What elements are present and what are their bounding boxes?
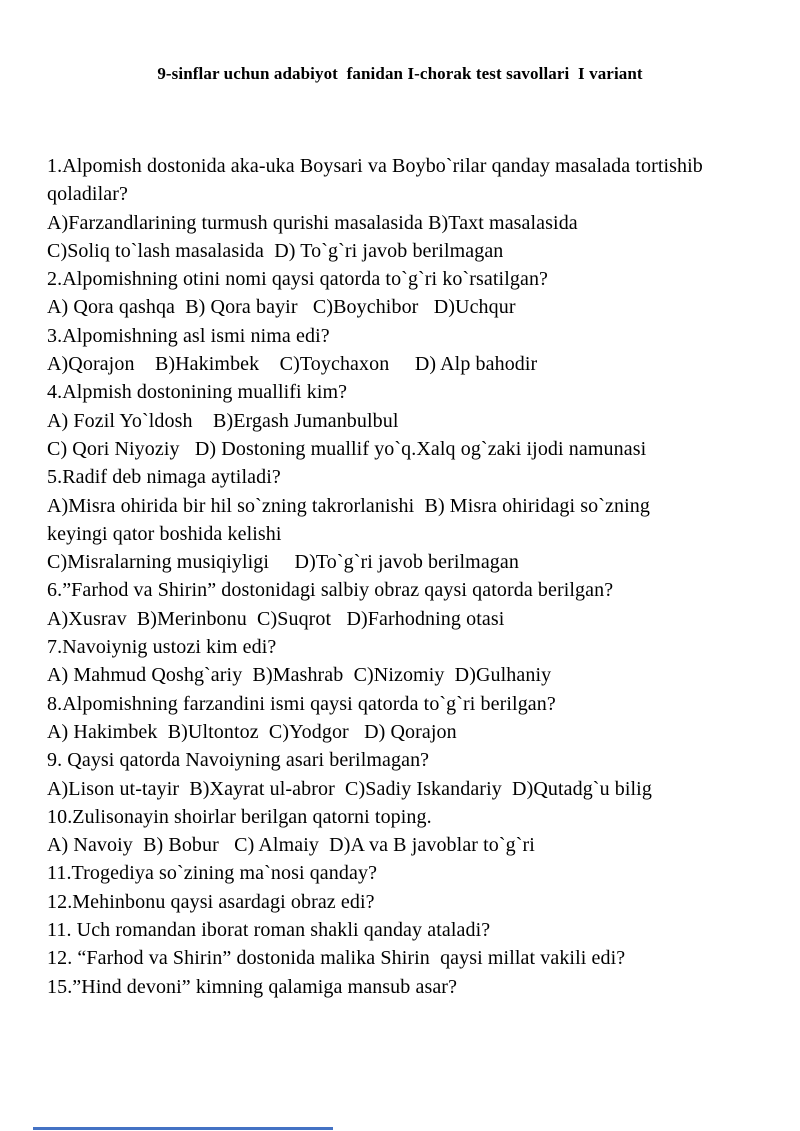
text-line: 9. Qaysi qatorda Navoiyning asari berilmagan?	[47, 749, 430, 772]
text-line: A) Hakimbek B)Ultontoz C)Yodgor D) Qorajon	[47, 720, 457, 743]
text-line: 15.”Hind devoni” kimning qalamiga mansub asar?	[47, 975, 458, 998]
text-line: A) Qora qashqa B) Qora bayir C)Boychibor D)Uchqur	[47, 296, 516, 319]
text-line: 12. “Farhod va Shirin” dostonida malika Shirin qaysi millat vakili edi?	[47, 947, 626, 970]
document-body	[47, 152, 760, 1001]
text-line: A) Mahmud Qoshg`ariy B)Mashrab C)Nizomiy D)Gulhaniy	[47, 664, 552, 687]
text-line: keyingi qator boshida kelishi	[47, 522, 282, 545]
text-line: 2.Alpomishning otini nomi qaysi qatorda to`g`ri ko`rsatilgan?	[47, 268, 549, 291]
text-line: A) Fozil Yo`ldosh B)Ergash Jumanbulbul	[47, 409, 399, 432]
text-line: 6.”Farhod va Shirin” dostonidagi salbiy obraz qaysi qatorda berilgan?	[47, 579, 614, 602]
text-line: 4.Alpmish dostonining muallifi kim?	[47, 381, 348, 404]
text-line: A)Farzandlarining turmush qurishi masalasida B)Taxt masalasida	[47, 211, 578, 234]
text-line: A)Qorajon B)Hakimbek C)Toychaxon D) Alp bahodir	[47, 353, 538, 376]
text-line: A)Misra ohirida bir hil so`zning takrorlanishi B) Misra ohiridagi so`zning	[47, 494, 650, 517]
text-line: 10.Zulisonayin shoirlar berilgan qatorni toping.	[47, 805, 432, 828]
text-line: 11. Uch romandan iborat roman shakli qanday ataladi?	[47, 919, 491, 942]
text-line: C) Qori Niyoziy D) Dostoning muallif yo`q.Xalq og`zaki ijodi namunasi	[47, 437, 647, 460]
footer-rule	[33, 1127, 333, 1130]
text-line: C)Misralarning musiqiyligi D)To`g`ri javob berilmagan	[47, 551, 519, 574]
text-line: 8.Alpomishning farzandini ismi qaysi qatorda to`g`ri berilgan?	[47, 692, 556, 715]
text-line: A)Lison ut-tayir B)Xayrat ul-abror C)Sadiy Iskandariy D)Qutadg`u bilig	[47, 777, 652, 800]
document-title: 9-sinflar uchun adabiyot fanidan I-chorak test savollari I variant	[157, 64, 643, 83]
text-line: C)Soliq to`lash masalasida D) To`g`ri javob berilmagan	[47, 239, 504, 262]
text-line: 7.Navoiynig ustozi kim edi?	[47, 636, 277, 659]
text-line: 11.Trogediya so`zining ma`nosi qanday?	[47, 862, 378, 885]
text-line: 1.Alpomish dostonida aka-uka Boysari va Boybo`rilar qanday masalada tortishib	[47, 155, 703, 177]
text-line: qoladilar?	[47, 183, 128, 206]
text-line: A) Navoiy B) Bobur C) Almaiy D)A va B javoblar to`g`ri	[47, 834, 535, 857]
text-line: 12.Mehinbonu qaysi asardagi obraz edi?	[47, 890, 375, 913]
text-line: A)Xusrav B)Merinbonu C)Suqrot D)Farhodning otasi	[47, 607, 505, 630]
text-line: 3.Alpomishning asl ismi nima edi?	[47, 324, 330, 347]
text-line: 5.Radif deb nimaga aytiladi?	[47, 466, 281, 489]
